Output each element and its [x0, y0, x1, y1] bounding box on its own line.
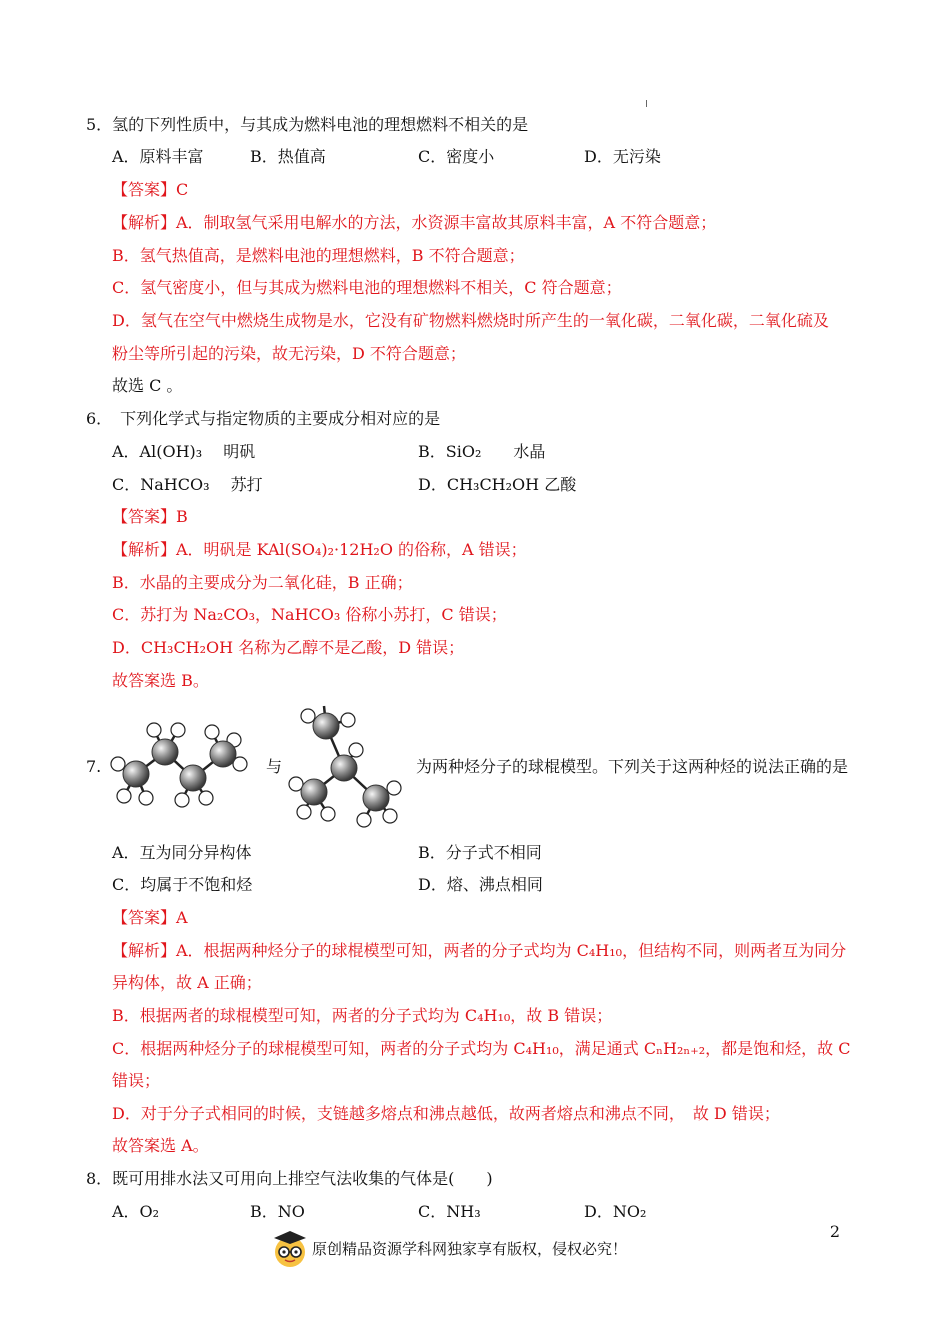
q6-option-c: C．NaHCO₃ 苏打 [112, 475, 263, 494]
scholar-mascot-icon [270, 1228, 310, 1268]
q5-analysis-1: 【解析】A．制取氢气采用电解水的方法，水资源丰富故其原料丰富，A 不符合题意； [112, 213, 717, 232]
q6-option-a: A．Al(OH)₃ 明矾 [112, 442, 256, 461]
q6-analysis-1: 【解析】A．明矾是 KAl(SO₄)₂·12H₂O 的俗称，A 错误； [112, 540, 527, 559]
q7-conclusion: 故答案选 A。 [112, 1136, 209, 1155]
q6-stem: 6． 下列化学式与指定物质的主要成分相对应的是 [86, 409, 441, 428]
q7-analysis-6: D．对于分子式相同的时候，支链越多熔点和沸点越低，故两者熔点和沸点不同， 故 D 错误； [112, 1104, 780, 1123]
q7-stem: 为两种烃分子的球棍模型。下列关于这两种烃的说法正确的是 [416, 757, 849, 776]
q5-analysis-5: 粉尘等所引起的污染，故无污染，D 不符合题意； [112, 344, 466, 363]
footer [270, 1228, 627, 1268]
q7-analysis-3: B．根据两者的球棍模型可知，两者的分子式均为 C₄H₁₀，故 B 错误； [112, 1006, 613, 1025]
isobutane-ball-stick-model [284, 698, 404, 830]
q8-stem: 8．既可用排水法又可用向上排空气法收集的气体是( ) [86, 1169, 493, 1188]
q7-option-d: D．熔、沸点相同 [418, 875, 543, 894]
q5-option-b: B．热值高 [250, 147, 326, 166]
q8-option-b: B．NO [250, 1202, 305, 1221]
q7-option-c: C．均属于不饱和烃 [112, 875, 253, 894]
page-number: 2 [829, 1222, 840, 1241]
q5-analysis-4: D．氢气在空气中燃烧生成物是水，它没有矿物燃料燃烧时所产生的一氧化碳，二氧化碳，二氧化硫及 [112, 311, 829, 330]
q7-number: 7. [86, 757, 102, 776]
q5-stem: 5．氢的下列性质中，与其成为燃料电池的理想燃料不相关的是 [86, 115, 529, 134]
q7-and: 与 [266, 757, 283, 776]
q6-option-b: B．SiO₂ 水晶 [418, 442, 546, 461]
q5-conclusion: 故选 C 。 [112, 376, 183, 395]
q8-option-a: A．O₂ [112, 1202, 160, 1221]
q7-analysis-5: 错误； [112, 1071, 161, 1090]
q7-analysis-2: 异构体，故 A 正确； [112, 973, 262, 992]
q5-answer: 【答案】C [112, 180, 189, 199]
q5-option-a: A．原料丰富 [112, 147, 204, 166]
q5-analysis-3: C．氢气密度小，但与其成为燃料电池的理想燃料不相关，C 符合题意； [112, 278, 622, 297]
q5-analysis-2: B．氢气热值高，是燃料电池的理想燃料，B 不符合题意； [112, 246, 525, 265]
q7-analysis-1: 【解析】A．根据两种烃分子的球棍模型可知，两者的分子式均为 C₄H₁₀，但结构不同，则两者互为同分 [112, 941, 847, 960]
copyright-notice: 原创精品资源学科网独家享有版权，侵权必究！ [312, 1239, 628, 1258]
corner-mark [646, 100, 647, 107]
q8-option-d: D．NO₂ [584, 1202, 647, 1221]
q6-analysis-4: D．CH₃CH₂OH 名称为乙醇不是乙酸，D 错误； [112, 638, 465, 657]
q6-answer: 【答案】B [112, 507, 188, 526]
q6-analysis-2: B．水晶的主要成分为二氧化硅，B 正确； [112, 573, 413, 592]
q6-analysis-3: C．苏打为 Na₂CO₃，NaHCO₃ 俗称小苏打，C 错误； [112, 605, 507, 624]
q7-answer: 【答案】A [112, 908, 188, 927]
q5-option-c: C．密度小 [418, 147, 495, 166]
q7-analysis-4: C．根据两种烃分子的球棍模型可知，两者的分子式均为 C₄H₁₀，满足通式 CₙH₂ₙ₊₂，都是饱和烃，故 C [112, 1039, 851, 1058]
q6-option-d: D．CH₃CH₂OH 乙酸 [418, 475, 577, 494]
q5-option-d: D．无污染 [584, 147, 661, 166]
q8-option-c: C．NH₃ [418, 1202, 481, 1221]
q7-option-b: B．分子式不相同 [418, 843, 542, 862]
butane-ball-stick-model [108, 712, 248, 812]
q6-conclusion: 故答案选 B。 [112, 671, 209, 690]
q7-option-a: A．互为同分异构体 [112, 843, 252, 862]
